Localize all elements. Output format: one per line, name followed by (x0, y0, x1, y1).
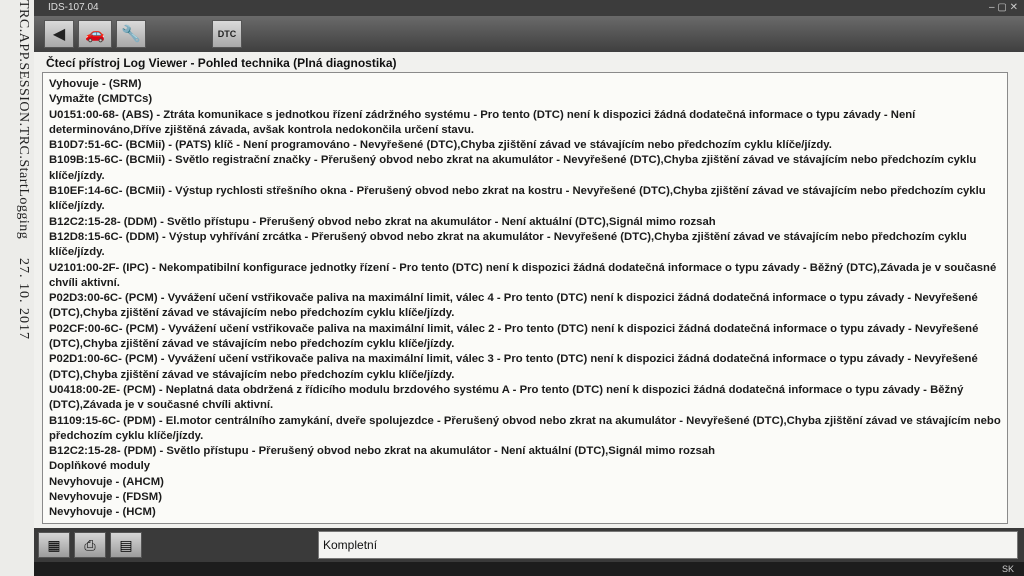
log-line: U2101:00-2F- (IPC) - Nekompatibilní konfigurace jednotky řízení - Pro tento (DTC) není k dispozici žádná dodatečná informace o typu závady - Běžný (DTC),Závada je v současné chvíli aktivní. (49, 261, 997, 289)
window-titlebar (34, 0, 1024, 16)
car-icon: 🚗 (85, 26, 105, 43)
log-line: B12C2:15-28- (DDM) - Světlo přístupu - Přerušený obvod nebo zkrat na akumulátor - Není aktuální (DTC),Signál mimo rozsah (49, 215, 716, 228)
window-title: IDS-107.04 (48, 2, 99, 13)
log-line: Doplňkové moduly (49, 460, 151, 473)
report-button[interactable] (38, 532, 70, 558)
log-line: P02CF:00-6C- (PCM) - Vyvážení učení vstřikovače paliva na maximální limit, válec 2 - Pro tento (DTC) není k dispozici žádná dodatečná informace o typu závady - Nevyřešené (DTC),Chyba zjištění závad ve stávajícím nebo předchozím cyklu klíče/jízdy. (49, 322, 979, 351)
log-date-text: 27. 10. 2017 (16, 258, 31, 340)
log-line: Nevyhovuje - (FDSM) (49, 491, 162, 504)
status-text: Kompletní (318, 531, 1018, 559)
log-line: B1109:15-6C- (PDM) - El.motor centrálního zamykání, dveře spolujezdce - Přerušený obvod nebo zkrat na akumulátor - Nevyřešené (DTC),Chyba zjištění závad ve stávajícím nebo předchozím cyklu klíče/jízdy. (49, 414, 1001, 442)
bottom-toolbar (34, 528, 1024, 562)
folder-icon: ▤ (119, 536, 133, 553)
left-margin-strip (0, 0, 35, 576)
print-icon: ⎙ (84, 536, 96, 553)
taskbar-language[interactable]: SK (1001, 564, 1014, 574)
vehicle-button[interactable] (78, 20, 112, 48)
session-path-text: TRC.APP.SESSION.TRC.StartLogging (16, 0, 31, 240)
log-line: P02D3:00-6C- (PCM) - Vyvážení učení vstřikovače paliva na maximální limit, válec 4 - Pro tento (DTC) není k dispozici žádná dodatečná informace o typu závady - Nevyřešené (DTC),Chyba zjištění závad ve stávajícím nebo předchozím cyklu klíče/jízdy. (49, 292, 978, 320)
window-controls[interactable]: – ▢ ✕ (989, 2, 1018, 13)
save-button[interactable] (110, 532, 142, 558)
log-line: B12C2:15-28- (PDM) - Světlo přístupu - Přerušený obvod nebo zkrat na akumulátor - Není aktuální (DTC),Signál mimo rozsah (49, 445, 715, 458)
log-line: B10EF:14-6C- (BCMii) - Výstup rychlosti střešního okna - Přerušený obvod nebo zkrat na kostru - Nevyřešené (DTC),Chyba zjištění závad ve stávajícím nebo předchozím cyklu klíče/jízdy. (49, 185, 986, 213)
print-button[interactable] (74, 532, 106, 558)
log-line: B10D7:51-6C- (BCMii) - (PATS) klíč - Není programováno - Nevyřešené (DTC),Chyba zjištění závad ve stávajícím nebo předchozím cyklu klíče/jízdy. (49, 139, 832, 152)
wrench-icon: 🔧 (121, 26, 141, 43)
back-arrow-icon: ◀ (52, 26, 66, 43)
back-button[interactable] (44, 20, 74, 48)
log-line: B109B:15-6C- (BCMii) - Světlo registrační značky - Přerušený obvod nebo zkrat na akumulátor - Nevyřešené (DTC),Chyba zjištění závad ve stávajícím nebo předchozím cyklu klíče/jízdy. (49, 154, 977, 182)
page-title: Čtecí přístroj Log Viewer - Pohled technika (Plná diagnostika) (46, 56, 397, 70)
log-line: P02D1:00-6C- (PCM) - Vyvážení učení vstřikovače paliva na maximální limit, válec 3 - Pro tento (DTC) není k dispozici žádná dodatečná informace o typu závady - Nevyřešené (DTC),Chyba zjištění závad ve stávajícím nebo předchozím cyklu klíče/jízdy. (49, 353, 978, 381)
ids-app-window (34, 0, 1024, 576)
log-line: U0418:00-2E- (PCM) - Neplatná data obdržená z řídicího modulu brzdového systému A - Pro tento (DTC) není k dispozici žádná dodatečná informace o typu závady - Běžný (DTC),Závada je v současné chvíli aktivní. (49, 383, 964, 412)
tools-button[interactable] (116, 20, 146, 48)
log-line: U0151:00-68- (ABS) - Ztráta komunikace s jednotkou řízení zádržného systému - Pro tento (DTC) není k dispozici žádná dodatečná informace o typu závady - Není determinováno,Dříve zjištěná závada, avšak kontrola nedokončila určení stavu. (49, 108, 916, 136)
dtc-icon: DTC (217, 29, 237, 39)
report-icon: ▦ (47, 536, 61, 553)
main-toolbar (34, 16, 1024, 52)
log-line: Vymažte (CMDTCs) (49, 93, 153, 106)
log-line: B12D8:15-6C- (DDM) - Výstup vyhřívání zrcátka - Přerušený obvod nebo zkrat na akumulátor - Nevyřešené (DTC),Chyba zjištění závad ve stávajícím nebo předchozím cyklu klíče/jízdy. (49, 230, 967, 259)
log-line: Vyhovuje - (SRM) (49, 78, 142, 90)
log-line: Nevyhovuje - (AHCM) (49, 475, 164, 488)
os-taskbar (34, 562, 1024, 576)
dtc-button[interactable] (212, 20, 242, 48)
log-line: Nevyhovuje - (HCM) (49, 506, 156, 519)
log-viewer-panel[interactable] (42, 72, 1008, 524)
